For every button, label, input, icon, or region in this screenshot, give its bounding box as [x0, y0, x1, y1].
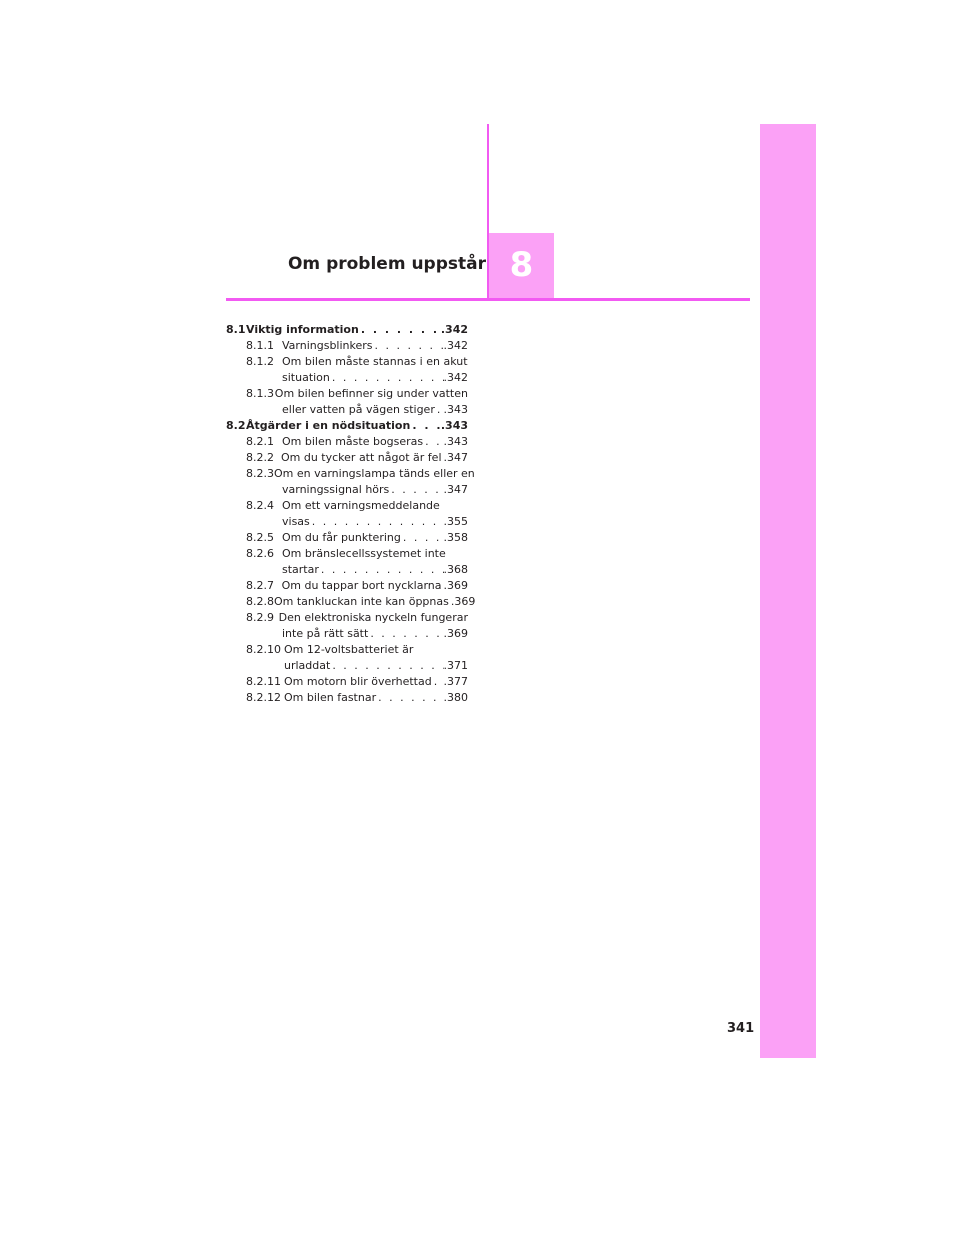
toc-text: Om bilen måste bogseras [282, 435, 424, 448]
toc-number: 8.2 [226, 419, 246, 432]
toc-page: .371 [443, 659, 468, 672]
toc-page: .368 [443, 563, 468, 576]
toc-number: 8.1 [226, 323, 246, 336]
toc-leader [310, 514, 444, 530]
toc-entry-8-2-1[interactable] [226, 434, 468, 450]
toc-text-continued: urladdat [284, 659, 331, 672]
toc-number: 8.2.11 [246, 675, 281, 688]
toc-text-continued: varningssignal hörs [282, 483, 390, 496]
toc-number: 8.2.4 [246, 499, 274, 512]
toc-entry-8-2-2[interactable] [226, 450, 468, 466]
toc-page: .343 [440, 419, 468, 432]
toc-number: 8.2.12 [246, 691, 281, 704]
toc-leader [373, 338, 444, 354]
toc-entry-8-2-9[interactable] [226, 610, 468, 642]
toc-number: 8.2.10 [246, 643, 281, 656]
toc-number: 8.2.3 [246, 467, 274, 480]
toc-text-continued: situation [282, 371, 330, 384]
toc-text: Om du tycker att något är fel [280, 451, 442, 464]
table-of-contents [226, 322, 476, 706]
toc-leader [435, 402, 444, 418]
toc-text-continued: eller vatten på vägen stiger [282, 403, 435, 416]
toc-number: 8.2.2 [246, 451, 274, 464]
toc-page: .377 [443, 675, 468, 688]
toc-entry-8-2-12[interactable] [226, 690, 468, 706]
toc-number: 8.1.1 [246, 339, 274, 352]
toc-entry-8-2-8[interactable] [226, 594, 476, 610]
toc-text: Varningsblinkers [282, 339, 373, 352]
toc-leader [330, 658, 443, 674]
toc-entry-8-1-2[interactable] [226, 354, 468, 386]
toc-text: Om bilen fastnar [284, 691, 377, 704]
toc-text: Viktig information [246, 323, 359, 336]
toc-number: 8.2.1 [246, 435, 274, 448]
toc-page: .369 [443, 579, 468, 592]
toc-entry-8-2-6[interactable] [226, 546, 468, 578]
toc-page: .380 [443, 691, 468, 704]
toc-section-8-1[interactable] [226, 322, 468, 338]
toc-leader [319, 562, 444, 578]
toc-entry-8-2-3[interactable] [226, 466, 475, 498]
toc-text: Åtgärder i en nödsituation [246, 419, 411, 432]
toc-number: 8.2.5 [246, 531, 274, 544]
toc-page: .342 [443, 371, 468, 384]
toc-text: Om ett varningsmeddelande [282, 499, 440, 512]
toc-page: .358 [443, 531, 468, 544]
toc-number: 8.1.3 [246, 387, 274, 400]
toc-entry-8-2-7[interactable] [226, 578, 468, 594]
chapter-side-tab [760, 124, 816, 1058]
toc-number: 8.1.2 [246, 355, 274, 368]
toc-entry-8-2-5[interactable] [226, 530, 468, 546]
toc-text: Om bilen befinner sig under vatten [274, 387, 468, 400]
toc-entry-8-1-3[interactable] [226, 386, 468, 418]
toc-text-continued: visas [282, 515, 310, 528]
toc-text: Om du tappar bort nycklarna [281, 579, 442, 592]
toc-page: .355 [443, 515, 468, 528]
toc-leader [330, 370, 444, 386]
toc-number: 8.2.7 [246, 579, 274, 592]
toc-leader [368, 626, 443, 642]
toc-text: Om 12-voltsbatteriet är [284, 643, 414, 656]
toc-text: Om motorn blir överhettad [284, 675, 432, 688]
page-number: 341 [727, 1021, 755, 1036]
toc-section-8-2[interactable] [226, 418, 468, 434]
toc-page: .343 [443, 403, 468, 416]
chapter-number: 8 [509, 245, 534, 285]
toc-text-continued: startar [282, 563, 319, 576]
toc-entry-8-2-4[interactable] [226, 498, 468, 530]
toc-text: Om tankluckan inte kan öppnas [274, 595, 449, 608]
toc-text: Om en varningslampa tänds eller en [274, 467, 475, 480]
toc-entry-8-1-1[interactable] [226, 338, 468, 354]
toc-leader [376, 690, 443, 706]
toc-page: .347 [443, 451, 468, 464]
toc-text: Den elektroniska nyckeln fungerar [278, 611, 468, 624]
toc-number: 8.2.8 [246, 595, 274, 608]
toc-number: 8.2.6 [246, 547, 274, 560]
toc-leader [389, 482, 443, 498]
toc-text-continued: inte på rätt sätt [282, 627, 369, 640]
toc-entry-8-2-10[interactable] [226, 642, 468, 674]
toc-number: 8.2.9 [246, 611, 274, 624]
toc-text: Om bilen måste stannas i en akut [282, 355, 468, 368]
toc-page: .343 [443, 435, 468, 448]
toc-page: .369 [450, 595, 476, 608]
toc-page: .347 [443, 483, 468, 496]
header-horizontal-rule [226, 298, 750, 301]
toc-page: .342 [443, 339, 468, 352]
toc-page: .342 [440, 323, 468, 336]
toc-leader [401, 530, 444, 546]
toc-entry-8-2-11[interactable] [226, 674, 468, 690]
toc-leader [359, 322, 441, 338]
toc-leader [432, 674, 444, 690]
toc-text: Om du får punktering [282, 531, 401, 544]
toc-page: .369 [443, 627, 468, 640]
toc-leader [423, 434, 443, 450]
toc-text: Om bränslecellssystemet inte [282, 547, 446, 560]
chapter-title: Om problem uppstår [287, 254, 486, 274]
toc-leader [410, 418, 441, 434]
